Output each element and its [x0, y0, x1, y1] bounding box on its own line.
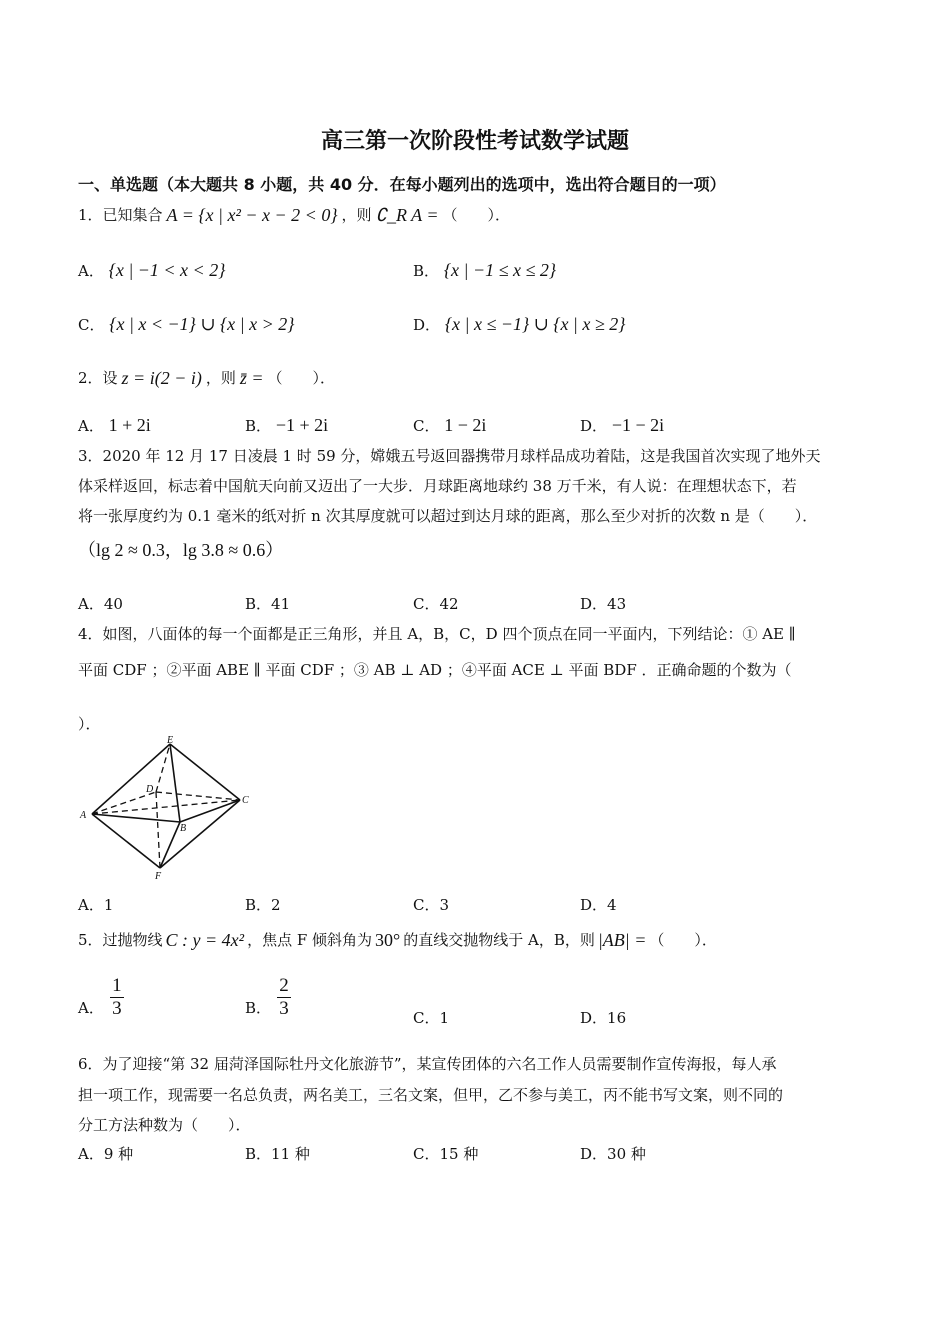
question-2 — [78, 368, 335, 388]
q1-option-a[interactable] — [78, 260, 225, 281]
q3-option-a-label: A． — [78, 595, 104, 613]
q4-option-a-value: 1 — [103, 896, 114, 914]
octahedron-figure — [74, 734, 264, 884]
q6-option-b-label: B． — [245, 1145, 272, 1163]
q2-prefix: 2．设 — [78, 369, 118, 387]
q1-option-a-expr: {x | −1 < x < 2} — [108, 260, 226, 280]
q6-option-a-label: A． — [78, 1145, 104, 1163]
page-title: 高三第一次阶段性考试数学试题 — [320, 129, 629, 154]
q1-option-b-expr: {x | −1 ≤ x ≤ 2} — [443, 260, 557, 280]
q5-option-a-label: A． — [78, 999, 104, 1017]
q5-option-c[interactable] — [413, 1008, 449, 1028]
q4-option-d-value: 4 — [607, 896, 617, 914]
q3-option-b-label: B． — [245, 595, 272, 613]
question-1 — [78, 205, 510, 225]
q4-option-a[interactable] — [78, 895, 113, 915]
q5-option-b-label: B． — [245, 999, 272, 1017]
q5-option-d[interactable] — [580, 1008, 626, 1028]
q5-option-b-numerator: 2 — [279, 975, 289, 996]
q6-option-a-value: 9 种 — [103, 1145, 134, 1163]
q2-option-b-label: B． — [245, 417, 272, 435]
q2-option-d-expr: −1 − 2i — [611, 415, 665, 435]
vertex-label-d: D — [146, 784, 154, 795]
q1-option-b[interactable] — [413, 260, 556, 281]
q5-option-a-fraction — [110, 975, 124, 1020]
q5-prefix: 5．过抛物线 — [78, 931, 163, 949]
q6-option-c[interactable] — [413, 1144, 478, 1164]
q6-option-a[interactable] — [78, 1144, 133, 1164]
q4-option-a-label: A． — [78, 896, 104, 914]
q6-option-c-value: 15 种 — [439, 1145, 479, 1163]
q1-blank: （ ）． — [442, 206, 510, 224]
q2-option-c[interactable] — [413, 415, 486, 436]
q1-option-c-expr: {x | x < −1} ∪ {x | x > 2} — [109, 314, 295, 334]
q4-option-d-label: D． — [580, 896, 608, 914]
q3-option-c-label: C． — [413, 595, 440, 613]
q6-line-3: 分工方法种数为（ ）． — [78, 1116, 251, 1134]
q5-blank: （ ）． — [649, 931, 717, 949]
q5-option-b-denominator: 3 — [279, 998, 289, 1019]
q4-line-1: 4．如图，八面体的每一个面都是正三角形，并且 A，B，C，D 四个顶点在同一平面内，下列结论：① AE ∥ — [78, 625, 796, 643]
q3-hint — [78, 540, 283, 561]
q3-hint-expr: （lg 2 ≈ 0.3，lg 3.8 ≈ 0.6） — [78, 540, 284, 560]
q1-option-d-label: D． — [413, 316, 441, 334]
q3-line-3: 将一张厚度约为 0.1 毫米的纸对折 n 次其厚度就可以超过到达月球的距离，那么至少对折的次数 n 是（ ）． — [78, 507, 818, 525]
q2-option-b-expr: −1 + 2i — [275, 415, 329, 435]
q2-option-a[interactable] — [78, 415, 151, 436]
q5-option-b[interactable] — [245, 975, 291, 1020]
q2-mid: ，则 — [205, 369, 236, 387]
q1-complement: ∁_R A = — [375, 205, 439, 225]
q5-option-a-numerator: 1 — [112, 975, 122, 996]
q4-option-d[interactable] — [580, 895, 617, 915]
q3-option-b[interactable] — [245, 594, 290, 614]
q3-option-b-value: 41 — [271, 595, 291, 613]
q6-option-d-label: D． — [580, 1145, 608, 1163]
vertex-label-b: B — [180, 823, 187, 834]
q2-option-b[interactable] — [245, 415, 328, 436]
q1-option-a-label: A． — [78, 262, 104, 280]
q3-option-d[interactable] — [580, 594, 626, 614]
q6-option-b[interactable] — [245, 1144, 310, 1164]
q5-parabola: C : y = 4x² — [165, 930, 245, 950]
question-5 — [78, 930, 717, 950]
q5-chord-length: |AB| = — [597, 930, 647, 950]
q1-option-c[interactable] — [78, 314, 294, 335]
q6-option-b-value: 11 种 — [271, 1145, 310, 1163]
q5-option-d-value: 16 — [607, 1009, 627, 1027]
q5-mid2: 的直线交抛物线于 A，B，则 — [403, 931, 595, 949]
q4-option-c[interactable] — [413, 895, 449, 915]
q5-option-a[interactable] — [78, 975, 124, 1020]
q2-option-d[interactable] — [580, 415, 664, 436]
q1-option-d-expr: {x | x ≤ −1} ∪ {x | x ≥ 2} — [444, 314, 626, 334]
q2-option-c-label: C． — [413, 417, 440, 435]
q6-line-2: 担一项工作，现需要一名总负责，两名美工，三名文案，但甲，乙不参与美工，丙不能书写文案，则不同的 — [78, 1086, 784, 1104]
q5-option-a-denominator: 3 — [112, 998, 122, 1019]
q1-option-c-label: C． — [78, 316, 105, 334]
q3-option-d-value: 43 — [607, 595, 627, 613]
q4-option-c-value: 3 — [439, 896, 450, 914]
q5-angle: 30° — [375, 930, 401, 950]
vertex-label-a: A — [80, 810, 87, 821]
q1-set-expression: A = {x | x² − x − 2 < 0} — [166, 205, 338, 225]
q6-option-d[interactable] — [580, 1144, 646, 1164]
q3-line-2: 体采样返回，标志着中国航天向前又迈出了一大步．月球距离地球约 38 万千米，有人说：在理想状态下，若 — [78, 477, 797, 495]
q2-option-d-label: D． — [580, 417, 608, 435]
q1-mid: ，则 — [341, 206, 372, 224]
q3-option-c-value: 42 — [439, 595, 459, 613]
q2-option-c-expr: 1 − 2i — [444, 415, 487, 435]
vertex-label-f: F — [155, 871, 162, 882]
q6-option-c-label: C． — [413, 1145, 440, 1163]
q5-option-b-fraction — [277, 975, 291, 1020]
q4-option-b-value: 2 — [271, 896, 281, 914]
q4-option-b[interactable] — [245, 895, 281, 915]
q3-line-1: 3．2020 年 12 月 17 日凌晨 1 时 59 分，嫦娥五号返回器携带月球样品成功着陆，这是我国首次实现了地外天 — [78, 447, 821, 465]
q2-conjugate: z̄ = — [239, 368, 264, 388]
q1-prefix: 1．已知集合 — [78, 206, 163, 224]
q6-line-1: 6．为了迎接“第 32 届菏泽国际牡丹文化旅游节”，某宣传团体的六名工作人员需要制作宣传海报，每人承 — [78, 1055, 777, 1073]
q4-option-c-label: C． — [413, 896, 440, 914]
q5-option-d-label: D． — [580, 1009, 608, 1027]
q2-blank: （ ）． — [267, 369, 336, 387]
q2-option-a-label: A． — [78, 417, 104, 435]
q5-option-c-value: 1 — [439, 1009, 450, 1027]
q3-option-a-value: 40 — [103, 595, 123, 613]
q5-mid: ，焦点 F 倾斜角为 — [247, 931, 373, 949]
q2-expression: z = i(2 − i) — [121, 368, 202, 388]
q3-option-c[interactable] — [413, 594, 459, 614]
section-heading: 一、单选题（本大题共 8 小题，共 40 分．在每小题列出的选项中，选出符合题目的一项） — [78, 175, 726, 194]
q4-line-3: ）． — [78, 715, 101, 733]
q3-option-d-label: D． — [580, 595, 608, 613]
vertex-label-e: E — [167, 735, 174, 746]
q4-option-b-label: B． — [245, 896, 272, 914]
q5-option-c-label: C． — [413, 1009, 440, 1027]
q2-option-a-expr: 1 + 2i — [108, 415, 151, 435]
q3-option-a[interactable] — [78, 594, 123, 614]
q1-option-b-label: B． — [413, 262, 440, 280]
q6-option-d-value: 30 种 — [607, 1145, 646, 1163]
vertex-label-c: C — [242, 795, 249, 806]
q1-option-d[interactable] — [413, 314, 625, 335]
q4-line-2: 平面 CDF ；②平面 ABE ∥ 平面 CDF ；③ AB ⊥ AD ；④平面 ACE ⊥ 平面 BDF ．正确命题的个数为（ — [78, 661, 792, 679]
